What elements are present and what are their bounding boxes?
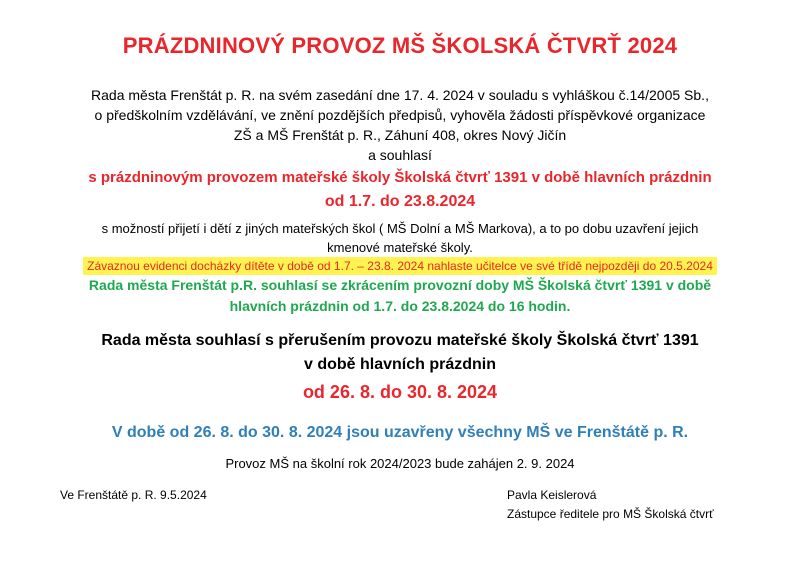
other-schools-line-1: s možností přijetí i dětí z jiných mateřských škol ( MŠ Dolní a MŠ Markova), a to po dobu uzavření jejich xyxy=(101,221,699,236)
approval-dates: od 1.7. do 23.8.2024 xyxy=(324,193,476,210)
closure-notice: V době od 26. 8. do 30. 8. 2024 jsou uzavřeny všechny MŠ ve Frenštátě p. R. xyxy=(111,424,689,441)
interruption-line-1: Rada města souhlasí s přerušením provozu mateřské školy Školská čtvrť 1391 xyxy=(101,332,699,349)
highlight-notice-row xyxy=(0,257,800,275)
signer-name: Pavla Keislerová xyxy=(507,488,597,502)
intro-line-4: a souhlasí xyxy=(368,147,432,163)
shortened-hours-line-1: Rada města Frenštát p.R. souhlasí se zkrácením provozní doby MŠ Školská čtvrť 1391 v době xyxy=(88,277,712,293)
place-date: Ve Frenštátě p. R. 9.5.2024 xyxy=(60,488,207,502)
intro-line-3: ZŠ a MŠ Frenštát p. R., Záhuní 408, okres Nový Jičín xyxy=(233,127,567,143)
interruption-dates: od 26. 8. do 30. 8. 2024 xyxy=(302,382,498,402)
intro-line-2: o předškolním vzdělávání, ve znění pozdějších předpisů, vyhověla žádosti příspěvkové organizace xyxy=(94,107,706,123)
signer-role: Zástupce ředitele pro MŠ Školská čtvrť xyxy=(507,507,714,521)
school-year-start: Provoz MŠ na školní rok 2024/2023 bude zahájen 2. 9. 2024 xyxy=(225,456,575,471)
document-title: PRÁZDNINOVÝ PROVOZ MŠ ŠKOLSKÁ ČTVRŤ 2024 xyxy=(122,33,678,58)
interruption-line-2: v době hlavních prázdnin xyxy=(303,356,497,373)
shortened-hours-line-2: hlavních prázdnin od 1.7. do 23.8.2024 do 16 hodin. xyxy=(229,298,571,314)
highlight-notice: Závaznou evidenci docházky dítěte v době od 1.7. – 23.8. 2024 nahlaste učitelce ve své třídě nejpozději do 20.5.2024 xyxy=(83,257,717,275)
intro-line-1: Rada města Frenštát p. R. na svém zasedání dne 17. 4. 2024 v souladu s vyhláškou č.14/2005 Sb., xyxy=(91,87,709,103)
approval-line: s prázdninovým provozem mateřské školy Školská čtvrť 1391 v době hlavních prázdnin xyxy=(88,169,712,186)
other-schools-line-2: kmenové mateřské školy. xyxy=(327,240,473,255)
